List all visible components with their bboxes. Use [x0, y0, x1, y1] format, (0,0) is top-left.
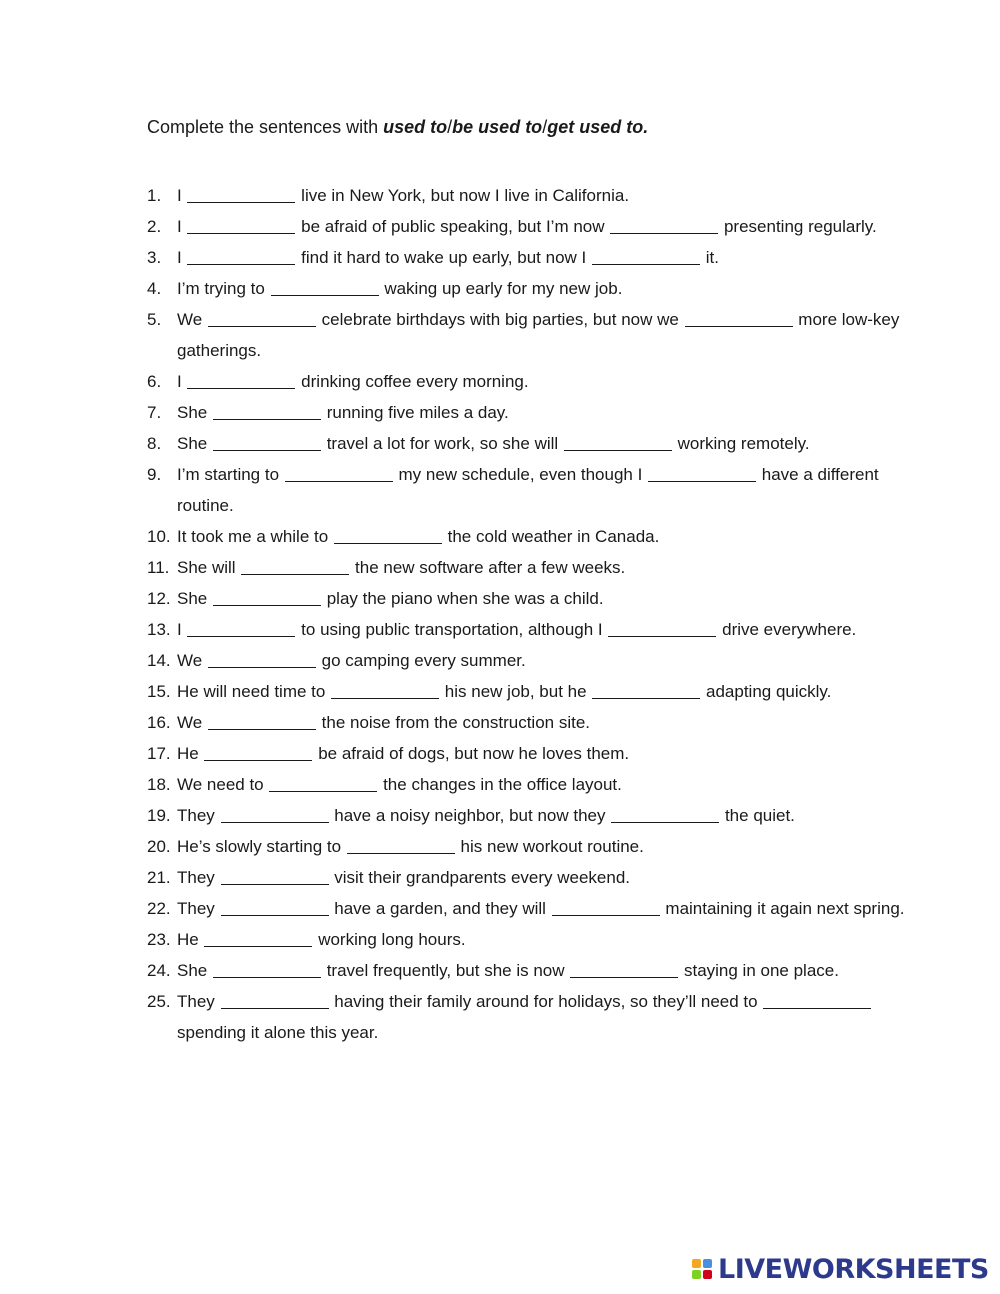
sentence-item — [147, 924, 907, 955]
sentence-text: to using public transportation, although I — [296, 620, 608, 639]
answer-blank[interactable] — [187, 618, 295, 637]
sentence-text: having their family around for holidays, so they’ll need to — [329, 992, 763, 1011]
answer-blank[interactable] — [208, 649, 316, 668]
answer-blank[interactable] — [221, 897, 329, 916]
logo-square-red — [703, 1270, 712, 1279]
sentence-item — [147, 831, 907, 862]
answer-blank[interactable] — [213, 587, 321, 606]
sentence-item — [147, 645, 907, 676]
sentence-text: I’m trying to — [177, 279, 270, 298]
sentence-text: waking up early for my new job. — [379, 279, 623, 298]
sentence-text: drinking coffee every morning. — [296, 372, 529, 391]
sentence-text: more low-key gatherings. — [177, 310, 900, 360]
sentence-text: She — [177, 589, 212, 608]
sentence-text: She — [177, 434, 212, 453]
sentence-text: They — [177, 899, 220, 918]
sentence-text: have a noisy neighbor, but now they — [329, 806, 611, 825]
sentence-text: He’s slowly starting to — [177, 837, 346, 856]
answer-blank[interactable] — [204, 928, 312, 947]
answer-blank[interactable] — [213, 401, 321, 420]
sentence-text: live in New York, but now I live in California. — [296, 186, 630, 205]
sentence-text: I’m starting to — [177, 465, 284, 484]
sentence-text: his new workout routine. — [455, 837, 644, 856]
sentence-text: She — [177, 961, 212, 980]
sentence-number: 24. — [147, 961, 171, 980]
sentence-number: 17. — [147, 744, 171, 763]
answer-blank[interactable] — [221, 866, 329, 885]
sentence-number: 10. — [147, 527, 171, 546]
sentence-item — [147, 893, 907, 924]
sentence-item — [147, 242, 907, 273]
sentence-number: 13. — [147, 620, 171, 639]
slash-separator: / — [447, 117, 453, 137]
answer-blank[interactable] — [564, 432, 672, 451]
sentence-number: 21. — [147, 868, 171, 887]
slash-separator: / — [542, 117, 548, 137]
sentence-text: I — [177, 620, 187, 639]
sentence-text: working remotely. — [672, 434, 810, 453]
answer-blank[interactable] — [611, 804, 719, 823]
sentence-item — [147, 707, 907, 738]
sentence-text: He — [177, 930, 204, 949]
sentence-item — [147, 862, 907, 893]
sentence-text: I — [177, 248, 187, 267]
sentence-text: She will — [177, 558, 241, 577]
answer-blank[interactable] — [187, 246, 295, 265]
sentence-text: travel frequently, but she is now — [321, 961, 570, 980]
answer-blank[interactable] — [334, 525, 442, 544]
sentence-number: 4. — [147, 279, 162, 298]
sentence-text: his new job, but he — [440, 682, 592, 701]
sentence-text: it. — [700, 248, 719, 267]
logo-square-blue — [703, 1259, 712, 1268]
sentence-number: 23. — [147, 930, 171, 949]
sentence-text: play the piano when she was a child. — [321, 589, 604, 608]
answer-blank[interactable] — [592, 246, 700, 265]
answer-blank[interactable] — [213, 432, 321, 451]
answer-blank[interactable] — [208, 711, 316, 730]
option-be-used-to: be used to — [452, 117, 543, 137]
logo-square-green — [692, 1270, 701, 1279]
sentence-item — [147, 955, 907, 986]
sentence-text: spending it alone this year. — [177, 1023, 379, 1042]
option-get-used-to: get used to. — [547, 117, 649, 137]
sentence-text: presenting regularly. — [719, 217, 877, 236]
sentence-number: 8. — [147, 434, 162, 453]
sentence-item — [147, 552, 907, 583]
answer-blank[interactable] — [271, 277, 379, 296]
sentence-item — [147, 800, 907, 831]
answer-blank[interactable] — [610, 215, 718, 234]
sentence-text: travel a lot for work, so she will — [321, 434, 563, 453]
sentence-number: 9. — [147, 465, 162, 484]
sentence-text: the changes in the office layout. — [378, 775, 622, 794]
sentence-item — [147, 428, 907, 459]
answer-blank[interactable] — [241, 556, 349, 575]
answer-blank[interactable] — [221, 804, 329, 823]
logo-square-orange — [692, 1259, 701, 1268]
sentence-item — [147, 521, 907, 552]
sentence-number: 5. — [147, 310, 162, 329]
answer-blank[interactable] — [347, 835, 455, 854]
sentence-text: I — [177, 186, 187, 205]
answer-blank[interactable] — [648, 463, 756, 482]
instruction-prefix: Complete the sentences with — [147, 117, 384, 137]
sentence-text: be afraid of dogs, but now he loves them. — [313, 744, 630, 763]
sentence-number: 16. — [147, 713, 171, 732]
sentence-item — [147, 676, 907, 707]
sentence-item — [147, 273, 907, 304]
sentence-number: 25. — [147, 992, 171, 1011]
liveworksheets-logo — [692, 1254, 989, 1284]
sentence-text: running five miles a day. — [321, 403, 509, 422]
sentence-item — [147, 986, 907, 1048]
sentence-number: 15. — [147, 682, 171, 701]
sentence-text: He will need time to — [177, 682, 331, 701]
logo-text: LIVEWORKSHEETS — [718, 1253, 989, 1285]
answer-blank[interactable] — [221, 990, 329, 1009]
answer-blank[interactable] — [187, 370, 295, 389]
sentence-text: drive everywhere. — [717, 620, 857, 639]
sentence-text: She — [177, 403, 212, 422]
sentence-number: 18. — [147, 775, 171, 794]
answer-blank[interactable] — [608, 618, 716, 637]
sentence-text: the new software after a few weeks. — [350, 558, 626, 577]
sentence-item — [147, 583, 907, 614]
sentence-text: adapting quickly. — [701, 682, 832, 701]
option-used-to: used to — [383, 117, 448, 137]
sentence-number: 7. — [147, 403, 162, 422]
sentence-text: They — [177, 992, 220, 1011]
sentence-text: visit their grandparents every weekend. — [329, 868, 631, 887]
sentence-text: the quiet. — [720, 806, 795, 825]
answer-blank[interactable] — [570, 959, 678, 978]
sentence-item — [147, 738, 907, 769]
sentence-text: working long hours. — [313, 930, 466, 949]
answer-blank[interactable] — [187, 184, 295, 203]
sentence-text: find it hard to wake up early, but now I — [296, 248, 591, 267]
sentence-text: We — [177, 310, 207, 329]
answer-blank[interactable] — [685, 308, 793, 327]
answer-blank[interactable] — [763, 990, 871, 1009]
sentence-number: 20. — [147, 837, 171, 856]
sentence-text: celebrate birthdays with big parties, but now we — [316, 310, 684, 329]
sentence-text: my new schedule, even though I — [393, 465, 648, 484]
answer-blank[interactable] — [285, 463, 393, 482]
sentence-text: We need to — [177, 775, 269, 794]
sentence-item — [147, 304, 907, 366]
sentence-text: We — [177, 713, 207, 732]
instructions — [147, 117, 648, 138]
sentence-text: be afraid of public speaking, but I’m now — [296, 217, 610, 236]
sentence-item — [147, 769, 907, 800]
sentence-text: They — [177, 868, 220, 887]
sentence-text: I — [177, 217, 187, 236]
sentence-text: We — [177, 651, 207, 670]
sentence-item — [147, 459, 907, 521]
answer-blank[interactable] — [592, 680, 700, 699]
sentence-number: 11. — [147, 558, 170, 577]
sentence-item — [147, 180, 907, 211]
sentence-number: 1. — [147, 186, 162, 205]
sentence-number: 14. — [147, 651, 171, 670]
sentence-text: I — [177, 372, 187, 391]
sentence-text: have a different routine. — [177, 465, 879, 515]
sentence-text: the noise from the construction site. — [316, 713, 591, 732]
sentence-item — [147, 366, 907, 397]
answer-blank[interactable] — [208, 308, 316, 327]
sentence-number: 6. — [147, 372, 162, 391]
sentence-number: 3. — [147, 248, 162, 267]
sentence-item — [147, 211, 907, 242]
sentence-item — [147, 397, 907, 428]
answer-blank[interactable] — [331, 680, 439, 699]
answer-blank[interactable] — [269, 773, 377, 792]
sentence-text: It took me a while to — [177, 527, 333, 546]
sentence-number: 2. — [147, 217, 162, 236]
sentence-number: 22. — [147, 899, 171, 918]
answer-blank[interactable] — [187, 215, 295, 234]
sentence-text: go camping every summer. — [316, 651, 526, 670]
answer-blank[interactable] — [213, 959, 321, 978]
sentence-text: staying in one place. — [679, 961, 839, 980]
sentence-text: the cold weather in Canada. — [442, 527, 660, 546]
sentence-number: 19. — [147, 806, 171, 825]
sentence-text: have a garden, and they will — [329, 899, 551, 918]
sentence-text: maintaining it again next spring. — [660, 899, 905, 918]
answer-blank[interactable] — [204, 742, 312, 761]
liveworksheets-logo-icon — [692, 1259, 712, 1279]
answer-blank[interactable] — [552, 897, 660, 916]
sentence-list — [147, 180, 907, 1048]
sentence-item — [147, 614, 907, 645]
sentence-text: He — [177, 744, 204, 763]
sentence-number: 12. — [147, 589, 171, 608]
sentence-text: They — [177, 806, 220, 825]
